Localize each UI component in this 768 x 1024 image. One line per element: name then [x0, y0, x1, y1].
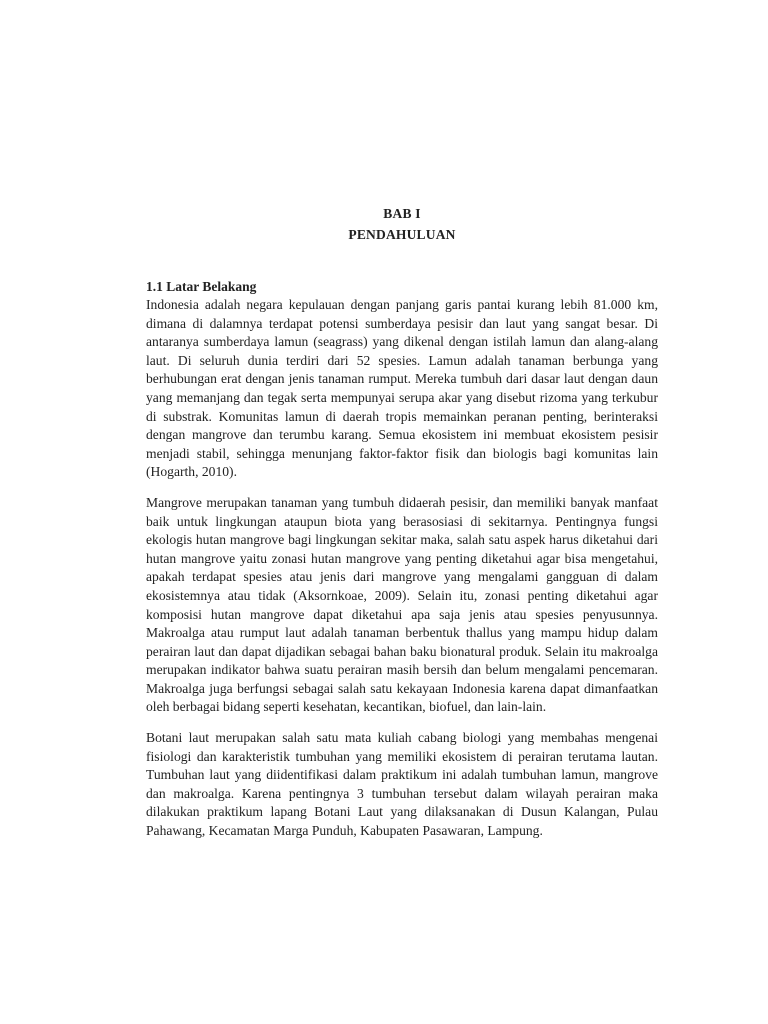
section-heading: 1.1 Latar Belakang	[146, 279, 257, 294]
chapter-heading	[146, 203, 658, 245]
chapter-title: PENDAHULUAN	[348, 227, 456, 242]
chapter-body	[146, 277, 658, 853]
chapter-number: BAB I	[383, 206, 421, 221]
paragraph-mangrove: Mangrove merupakan tanaman yang tumbuh didaerah pesisir, dan memiliki banyak manfaat baik untuk lingkungan ataupun biota yang berasosiasi di sekitarnya. Pentingnya fungsi ekologis hutan mangrove bagi lingkungan sekitar maka, salah satu aspek harus diketahui dari hutan mangrove yaitu zonasi hutan mangrove yang penting diketahui agar bisa mengetahui, apakah terdapat spesies atau jenis dari mangrove yang mengalami gangguan di dalam ekosistemnya atau tidak (Aksornkoae, 2009). Selain itu, zonasi penting diketahui agar komposisi hutan mangrove dapat diketahui apa saja jenis atau spesies penyusunnya. Makroalga atau rumput laut adalah tanaman berbentuk thallus yang mampu hidup dalam perairan laut dan dapat dijadikan sebagai bahan baku bionatural produk. Selain itu makroalga merupakan indikator bahwa suatu perairan masih bersih dan belum mengalami pencemaran. Makroalga juga berfungsi sebagai salah satu kekayaan Indonesia karena dapat dimanfaatkan oleh berbagai bidang seperti kesehatan, kecantikan, biofuel, dan lain-lain.	[146, 494, 658, 715]
paragraph-botani-laut: Botani laut merupakan salah satu mata kuliah cabang biologi yang membahas mengenai fisiologi dan karakteristik tumbuhan yang memiliki ekosistem di perairan terutama lautan. Tumbuhan laut yang diidentifikasi dalam praktikum ini adalah tumbuhan lamun, mangrove dan makroalga. Karena pentingnya 3 tumbuhan tersebut dalam wilayah perairan maka dilakukan praktikum lapang Botani Laut yang dilaksanakan di Dusun Kalangan, Pulau Pahawang, Kecamatan Marga Punduh, Kabupaten Pasawaran, Lampung.	[146, 730, 658, 839]
paragraph-lamun: Indonesia adalah negara kepulauan dengan panjang garis pantai kurang lebih 81.000 km, dimana di dalamnya terdapat potensi sumberdaya pesisir dan laut yang sangat besar. Di antaranya sumberdaya lamun (seagrass) yang dikenal dengan istilah lamun dan alang-alang laut. Di seluruh dunia terdiri dari 52 spesies. Lamun adalah tanaman berbunga yang berhubungan erat dengan jenis tanaman rumput. Mereka tumbuh dari dasar laut dengan daun yang memanjang dan tegak serta mempunyai serupa akar yang disebut rizoma yang terkubur di substrak. Komunitas lamun di daerah tropis memainkan peranan penting, berinteraksi dengan mangrove dan terumbu karang. Semua ekosistem ini membuat ekosistem pesisir menjadi stabil, sehingga menunjang faktor-faktor fisik dan biologis bagi komunitas lain (Hogarth, 2010).	[146, 297, 658, 480]
